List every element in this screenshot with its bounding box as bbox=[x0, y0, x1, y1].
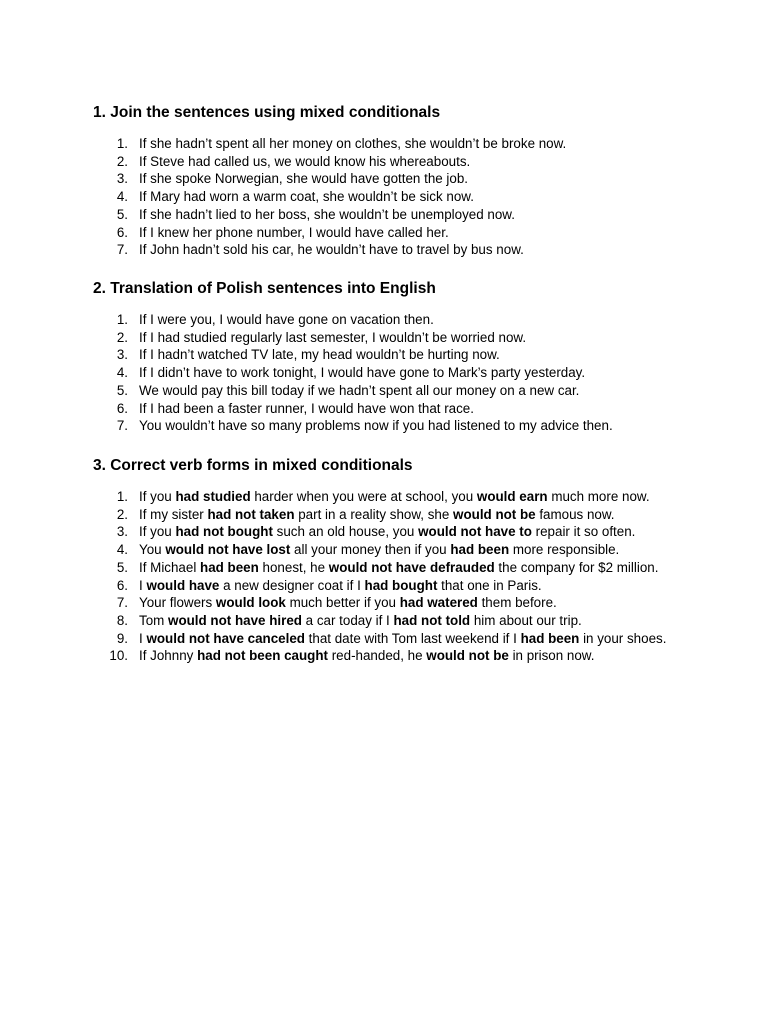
text-run: such an old house, you bbox=[272, 524, 419, 540]
list-item bbox=[93, 506, 667, 524]
text-run: honest, he bbox=[258, 559, 329, 575]
item-number: 5. bbox=[116, 206, 128, 222]
section-heading: 1. Join the sentences using mixed conditionals bbox=[93, 104, 441, 121]
list-item bbox=[93, 329, 667, 347]
text-run: red-handed, he bbox=[328, 648, 427, 664]
text-run: them before. bbox=[477, 595, 557, 611]
list-item bbox=[93, 153, 667, 171]
text-run: the company for $2 million. bbox=[494, 559, 659, 575]
verb-form: would earn bbox=[476, 489, 548, 504]
section-correct-verb-forms bbox=[93, 456, 693, 665]
list-item bbox=[93, 135, 667, 153]
text-run: much better if you bbox=[285, 595, 400, 611]
item-text bbox=[139, 347, 500, 362]
text-run: If Mary had worn a warm coat, she wouldn’t be sick now. bbox=[139, 189, 474, 205]
text-run: If I had been a faster runner, I would have won that race. bbox=[139, 400, 474, 416]
item-text bbox=[139, 507, 615, 522]
list-item bbox=[93, 364, 667, 382]
item-number: 4. bbox=[116, 365, 128, 381]
text-run: If you bbox=[139, 524, 176, 540]
verb-form: had not been caught bbox=[197, 648, 328, 664]
verb-form: had been bbox=[450, 542, 510, 558]
verb-form: had been bbox=[200, 559, 259, 575]
text-run: that one in Paris. bbox=[437, 577, 542, 593]
list-item bbox=[93, 594, 667, 612]
text-run: If she hadn’t lied to her boss, she wouldn’t be unemployed now. bbox=[139, 206, 515, 222]
text-run: If I didn’t have to work tonight, I would have gone to Mark’s party yesterday. bbox=[139, 365, 586, 381]
item-text bbox=[139, 225, 449, 240]
list-item bbox=[93, 488, 667, 506]
item-number: 5. bbox=[116, 559, 128, 575]
item-number: 3. bbox=[116, 171, 128, 187]
item-text bbox=[139, 312, 434, 327]
verb-form: had not bought bbox=[175, 524, 273, 540]
item-text bbox=[139, 330, 526, 345]
text-run: If Michael bbox=[139, 559, 201, 575]
item-number: 1. bbox=[116, 489, 128, 504]
list-item bbox=[93, 647, 667, 665]
item-text bbox=[139, 189, 474, 204]
text-run: If my sister bbox=[139, 506, 208, 522]
item-text bbox=[139, 631, 666, 646]
list-item bbox=[93, 523, 667, 541]
text-run: You wouldn’t have so many problems now if you had listened to my advice then. bbox=[139, 418, 613, 434]
item-number: 3. bbox=[116, 524, 128, 540]
text-run: Your flowers bbox=[139, 595, 216, 611]
item-text bbox=[139, 560, 658, 575]
text-run: part in a reality show, she bbox=[294, 506, 454, 522]
item-number: 1. bbox=[116, 312, 128, 327]
list-item bbox=[93, 170, 667, 188]
text-run: that date with Tom last weekend if I bbox=[304, 630, 521, 646]
item-text bbox=[139, 383, 579, 398]
text-run: If she spoke Norwegian, she would have gotten the job. bbox=[139, 171, 469, 187]
list-item bbox=[93, 206, 667, 224]
item-text bbox=[139, 542, 619, 557]
list-item bbox=[93, 224, 667, 242]
text-run: much more now. bbox=[547, 489, 650, 504]
exercise-list bbox=[93, 135, 693, 259]
verb-form: would have bbox=[146, 577, 220, 593]
item-number: 9. bbox=[116, 630, 128, 646]
list-item bbox=[93, 612, 667, 630]
item-number: 10. bbox=[109, 648, 128, 664]
text-run: harder when you were at school, you bbox=[250, 489, 477, 504]
verb-form: would not be bbox=[426, 648, 509, 664]
item-text bbox=[139, 242, 524, 257]
item-number: 1. bbox=[116, 136, 128, 151]
item-text bbox=[139, 489, 650, 504]
item-number: 5. bbox=[116, 382, 128, 398]
list-item bbox=[93, 188, 667, 206]
text-run: all your money then if you bbox=[290, 542, 451, 558]
text-run: If Johnny bbox=[139, 648, 198, 664]
verb-form: would not have hired bbox=[168, 612, 302, 628]
item-number: 8. bbox=[116, 612, 128, 628]
verb-form: had been bbox=[520, 630, 580, 646]
item-text bbox=[139, 595, 557, 610]
text-run: If you bbox=[139, 489, 176, 504]
text-run: If I were you, I would have gone on vacation then. bbox=[139, 312, 434, 327]
text-run: If Steve had called us, we would know his whereabouts. bbox=[139, 153, 471, 169]
item-text bbox=[139, 207, 515, 222]
list-item bbox=[93, 241, 667, 259]
item-number: 4. bbox=[116, 189, 128, 205]
verb-form: had not told bbox=[393, 612, 471, 628]
list-item bbox=[93, 541, 667, 559]
item-text bbox=[139, 401, 474, 416]
verb-form: had bought bbox=[364, 577, 438, 593]
item-text bbox=[139, 524, 635, 539]
item-text bbox=[139, 418, 613, 433]
verb-form: would not have defrauded bbox=[328, 559, 495, 575]
text-run: in your shoes. bbox=[579, 630, 667, 646]
item-text bbox=[139, 613, 582, 628]
item-text bbox=[139, 365, 585, 380]
text-run: If I knew her phone number, I would have called her. bbox=[139, 224, 449, 240]
item-number: 4. bbox=[116, 542, 128, 558]
text-run: famous now. bbox=[535, 506, 615, 522]
list-item bbox=[93, 577, 667, 595]
verb-form: had not taken bbox=[207, 506, 295, 522]
section-join-sentences bbox=[93, 103, 693, 259]
text-run: I bbox=[139, 630, 147, 646]
item-text bbox=[139, 136, 566, 151]
list-item bbox=[93, 417, 667, 435]
text-run: If I had studied regularly last semester, I wouldn’t be worried now. bbox=[139, 329, 527, 345]
text-run: more responsible. bbox=[509, 542, 620, 558]
text-run: If John hadn’t sold his car, he wouldn’t have to travel by bus now. bbox=[139, 242, 524, 258]
item-number: 6. bbox=[116, 577, 128, 593]
item-number: 6. bbox=[116, 224, 128, 240]
list-item bbox=[93, 346, 667, 364]
list-item bbox=[93, 400, 667, 418]
item-text bbox=[139, 648, 594, 663]
item-text bbox=[139, 171, 468, 186]
item-number: 3. bbox=[116, 347, 128, 363]
text-run: If I hadn’t watched TV late, my head wouldn’t be hurting now. bbox=[139, 347, 500, 363]
text-run: You bbox=[139, 542, 166, 558]
list-item bbox=[93, 559, 667, 577]
list-item bbox=[93, 382, 667, 400]
item-number: 7. bbox=[116, 595, 128, 611]
verb-form: would look bbox=[215, 595, 286, 611]
text-run: Tom bbox=[139, 612, 169, 628]
verb-form: had watered bbox=[399, 595, 478, 611]
verb-form: would not have lost bbox=[165, 542, 291, 558]
verb-form: would not have to bbox=[418, 524, 532, 540]
text-run: repair it so often. bbox=[531, 524, 636, 540]
list-item bbox=[93, 630, 667, 648]
text-run: I bbox=[139, 577, 147, 593]
text-run: in prison now. bbox=[508, 648, 595, 664]
exercise-list bbox=[93, 311, 693, 435]
verb-form: had studied bbox=[175, 489, 251, 504]
list-item bbox=[93, 311, 667, 329]
item-number: 2. bbox=[116, 329, 128, 345]
item-number: 6. bbox=[116, 400, 128, 416]
item-text bbox=[139, 578, 542, 593]
item-number: 7. bbox=[116, 418, 128, 434]
exercise-list bbox=[93, 488, 693, 665]
text-run: a car today if I bbox=[301, 612, 394, 628]
section-translation bbox=[93, 279, 693, 435]
text-run: a new designer coat if I bbox=[219, 577, 365, 593]
section-heading: 3. Correct verb forms in mixed conditionals bbox=[93, 457, 413, 474]
text-run: We would pay this bill today if we hadn’t spent all our money on a new car. bbox=[139, 382, 580, 398]
item-number: 7. bbox=[116, 242, 128, 258]
item-number: 2. bbox=[116, 506, 128, 522]
verb-form: would not have canceled bbox=[146, 630, 305, 646]
text-run: If she hadn’t spent all her money on clothes, she wouldn’t be broke now. bbox=[139, 136, 567, 151]
item-number: 2. bbox=[116, 153, 128, 169]
section-heading: 2. Translation of Polish sentences into English bbox=[93, 280, 436, 297]
verb-form: would not be bbox=[453, 506, 536, 522]
text-run: him about our trip. bbox=[470, 612, 582, 628]
item-text bbox=[139, 154, 470, 169]
